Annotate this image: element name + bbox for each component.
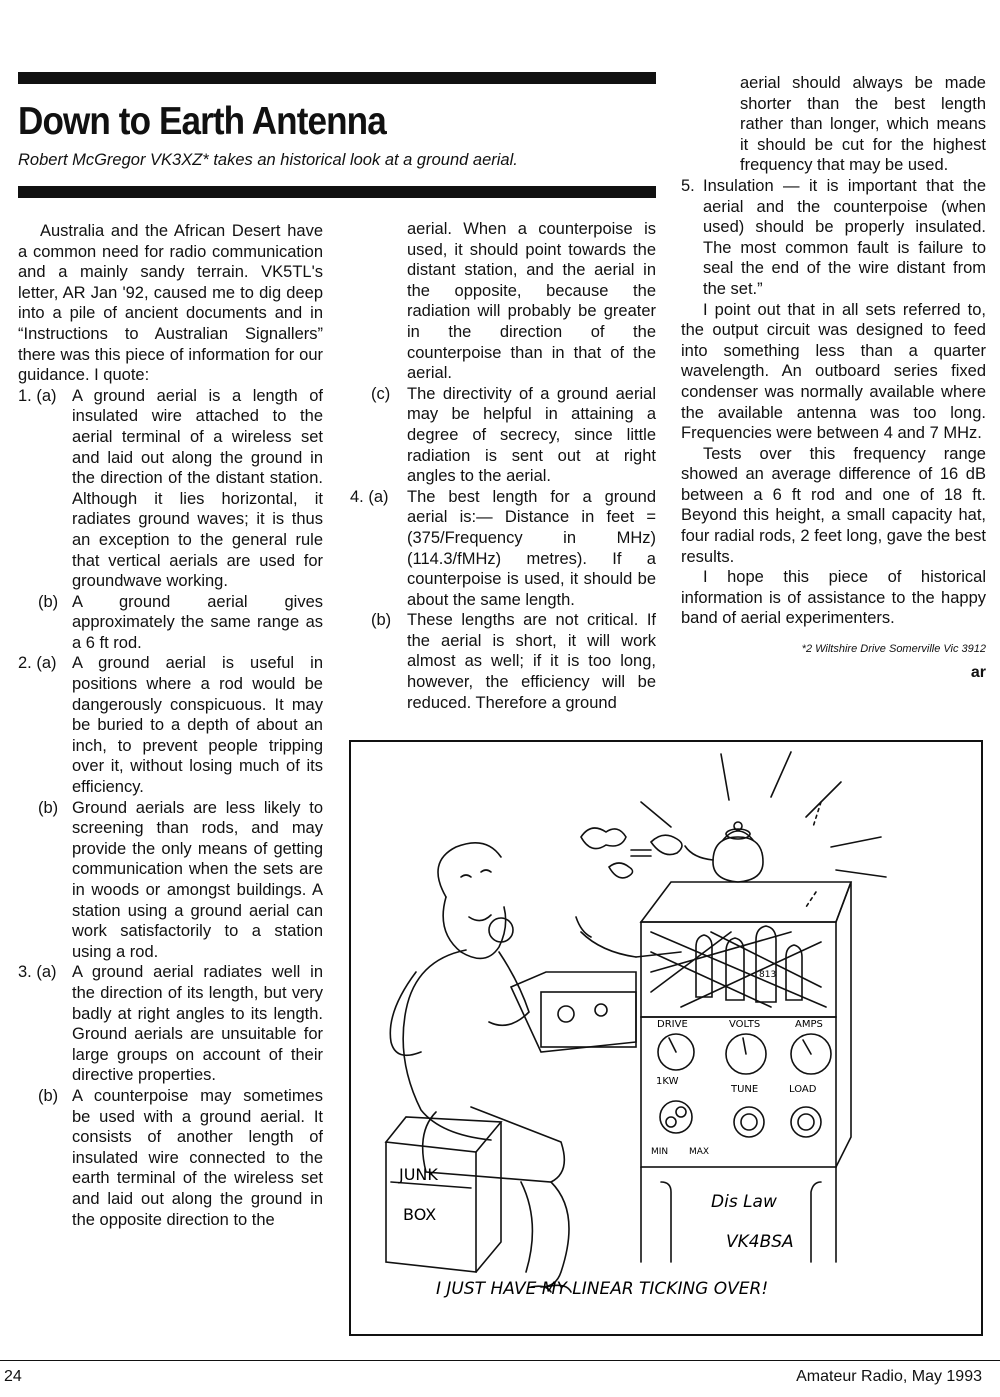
list-text: The best length for a ground aerial is:— Distance in feet = (375/Frequency in MHz) (114.3/fMHz) metres). If a counterpoise is used, it should be about the same length. (407, 487, 656, 609)
list-item-4a (350, 487, 656, 611)
article-subtitle: Robert McGregor VK3XZ* takes an historical look at a ground aerial. (18, 151, 518, 169)
body-paragraph: Tests over this frequency range showed an average difference of 16 dB between a 6 ft rod and one of 18 ft. Beyond this height, a small capacity hat, four radial rods, 2 feet long, gave the best results. (681, 444, 986, 566)
list-item-4b (350, 610, 656, 713)
list-marker: 1. (a) (18, 386, 57, 405)
continuation-paragraph: aerial should always be made shorter than the best length rather than longer, which means it should be cut for the highest frequency that may be used. (740, 74, 986, 175)
steam-puffs (581, 828, 682, 878)
list-text: A ground aerial is useful in positions where a rod would be dangerously conspicuous. It may be buried to a depth of about an inch, to prevent people tripping over it, without losing much of its efficiency. (72, 654, 323, 797)
list-marker: (c) (371, 384, 391, 403)
signature-1: Dis Law (711, 1192, 777, 1212)
body-paragraph: I hope this piece of historical information is of assistance to the happy band of aerial experimenters. (681, 568, 986, 628)
dial-label-1kw: 1KW (656, 1076, 679, 1087)
junk-box (386, 1117, 501, 1272)
author-address: *2 Wiltshire Drive Somerville Vic 3912 (801, 643, 986, 656)
knob-label-tune: TUNE (731, 1084, 759, 1095)
intro-paragraph: Australia and the African Desert have a common need for radio communication and a mainly sandy terrain. VK5TL's letter, AR Jan '92, caused me to dig deep into a pile of ancient documents and in “Instructions to Australian Signallers” there was this piece of information for our guidance. I quote: (18, 222, 323, 385)
list-text: Insulation — it is important that the aerial and the counterpoise (when used) should be properly insulated. The most common fault is failure to seal the end of the wire distant from the set.” (703, 176, 986, 298)
list-marker: (b) (371, 611, 392, 630)
column-2 (350, 219, 656, 713)
list-text: The directivity of a ground aerial may be helpful in attaining a degree of secrecy, since little radiation is sent out at right angles to the aerial. (407, 384, 656, 486)
list-item-5 (681, 176, 986, 300)
list-item-3c (350, 384, 656, 487)
body-paragraph: I point out that in all sets referred to, the output circuit was designed to feed into something less than a quarter wavelength. An outboard series fixed condenser was normally available where the available antenna was too long. Frequencies were between 4 and 7 MHz. (681, 300, 986, 443)
list-marker: 5. (681, 176, 695, 195)
list-item-2a (18, 653, 323, 797)
subtitle-rule (18, 186, 656, 198)
list-marker: 2. (a) (18, 654, 57, 673)
list-text: Ground aerials are less likely to screening than rods, and may provide the only means of getting communication when the sets are in woods or amongst buildings. A station using a ground aerial can work satisfactorily to a station using a rod. (72, 798, 323, 961)
dial-label-max: MAX (689, 1147, 710, 1157)
list-item-1b (18, 592, 323, 654)
box-label-1: JUNK (399, 1165, 438, 1184)
list-marker: (b) (38, 798, 59, 817)
meter-label-amps: AMPS (795, 1019, 823, 1030)
page-number: 24 (4, 1368, 22, 1385)
meter-label-drive: DRIVE (657, 1019, 688, 1030)
list-item-3b (18, 1086, 323, 1230)
list-text: A ground aerial radiates well in the direction of its length, but very badly at right angles to its length. Ground aerials are unsuitable for large groups on account of their directive properties. (72, 963, 323, 1085)
dial-label-min: MIN (651, 1147, 669, 1157)
list-text: A counterpoise may sometimes be used with a ground aerial. It consists of another length of insulated wire connected to the earth terminal of the wireless set and laid out along the ground in the opposite direction to the (72, 1086, 323, 1229)
box-label-2: BOX (403, 1205, 437, 1224)
kettle (685, 822, 763, 882)
knob-label-load: LOAD (789, 1084, 817, 1095)
top-rule (18, 72, 656, 84)
list-text: These lengths are not critical. If the aerial is short, it will work almost as well; if it is too long, however, the efficiency will be reduced. Therefore a ground (407, 611, 656, 712)
list-item-2b (18, 798, 323, 963)
list-marker: (b) (38, 1086, 59, 1105)
list-text: A ground aerial is a length of insulated wire attached to the aerial terminal of a wireless set and laid out along the ground in the direction of the distant station. Although it lies horizontal, it radiates ground waves; it is thus an exception to the general rule that vertical aerials are used for groundwave working. (72, 386, 323, 591)
heat-rays (641, 752, 886, 907)
exciter-radio (511, 917, 681, 1052)
end-mark: ar (970, 663, 986, 681)
column-1 (18, 221, 323, 1230)
cartoon-illustration (349, 740, 983, 1336)
footer-rule (0, 1360, 1000, 1361)
cartoon-caption: I JUST HAVE MY LINEAR TICKING OVER! (436, 1279, 769, 1299)
meter-label-volts: VOLTS (729, 1019, 761, 1030)
list-marker: (b) (38, 592, 59, 611)
list-text: A ground aerial gives approximately the same range as a 6 ft rod. (72, 592, 323, 652)
list-item-3a (18, 962, 323, 1086)
list-marker: 4. (a) (350, 487, 389, 506)
tube-label: 813 (759, 970, 777, 980)
article-title: Down to Earth Antenna (18, 100, 386, 143)
publication-info: Amateur Radio, May 1993 (796, 1368, 982, 1385)
list-item-1a (18, 386, 323, 592)
list-marker: 3. (a) (18, 963, 57, 982)
cartoon-drawing (351, 742, 981, 1334)
continuation-paragraph: aerial. When a counterpoise is used, it should point towards the distant station, and the aerial in the opposite, because the radiation will probably be greater in the direction of the counterpoise than in that of the aerial. (407, 220, 656, 383)
column-3 (681, 73, 986, 683)
signature-2: VK4BSA (726, 1232, 794, 1252)
cartoon-man (390, 843, 571, 1292)
